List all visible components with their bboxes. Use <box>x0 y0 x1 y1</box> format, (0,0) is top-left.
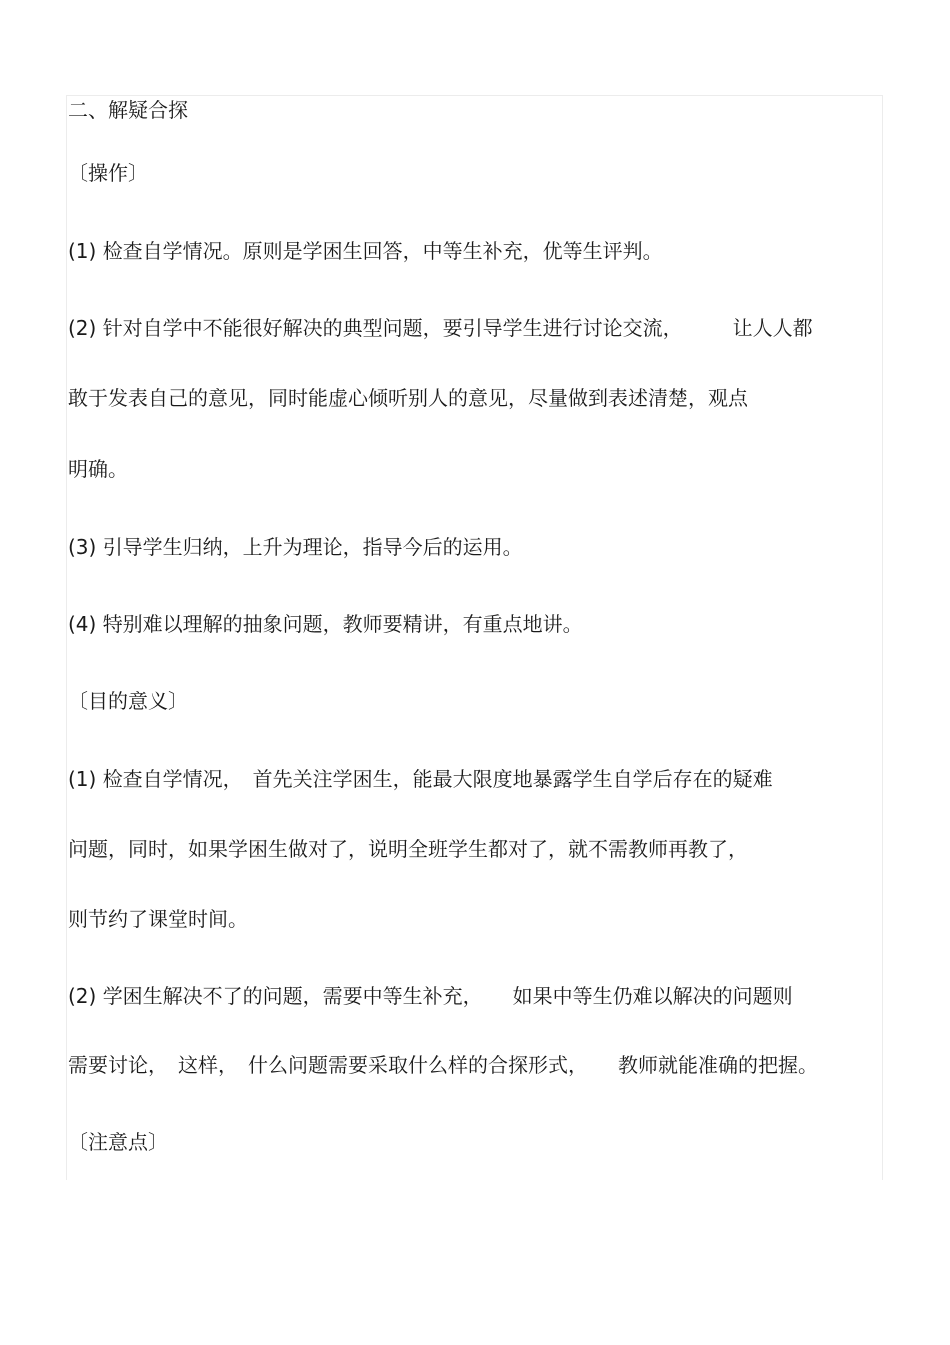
notes-heading: 〔注意点〕 <box>68 1130 168 1154</box>
operation-item-2-line-3: 明确。 <box>68 457 128 481</box>
operation-item-2-line-1: (2) 针对自学中不能很好解决的典型问题，要引导学生进行讨论交流， 让人人都 <box>68 316 813 340</box>
operation-item-2-line-2: 敢于发表自己的意见，同时能虚心倾听别人的意见，尽量做到表述清楚，观点 <box>68 386 748 410</box>
purpose-item-2-line-1: (2) 学困生解决不了的问题，需要中等生补充， 如果中等生仍难以解决的问题则 <box>68 984 793 1008</box>
purpose-item-1-line-3: 则节约了课堂时间。 <box>68 907 248 931</box>
operation-item-4: (4) 特别难以理解的抽象问题，教师要精讲，有重点地讲。 <box>68 612 583 636</box>
purpose-item-1-line-1: (1) 检查自学情况， 首先关注学困生，能最大限度地暴露学生自学后存在的疑难 <box>68 767 773 791</box>
purpose-item-2-line-2: 需要讨论， 这样， 什么问题需要采取什么样的合探形式， 教师就能准确的把握。 <box>68 1053 818 1077</box>
operation-heading: 〔操作〕 <box>68 161 148 185</box>
section-heading: 二、解疑合探 <box>68 98 188 122</box>
operation-item-3: (3) 引导学生归纳，上升为理论，指导今后的运用。 <box>68 535 523 559</box>
purpose-heading: 〔目的意义〕 <box>68 689 188 713</box>
operation-item-1: (1) 检查自学情况。原则是学困生回答，中等生补充，优等生评判。 <box>68 239 663 263</box>
purpose-item-1-line-2: 问题，同时，如果学困生做对了，说明全班学生都对了，就不需教师再教了， <box>68 837 748 861</box>
